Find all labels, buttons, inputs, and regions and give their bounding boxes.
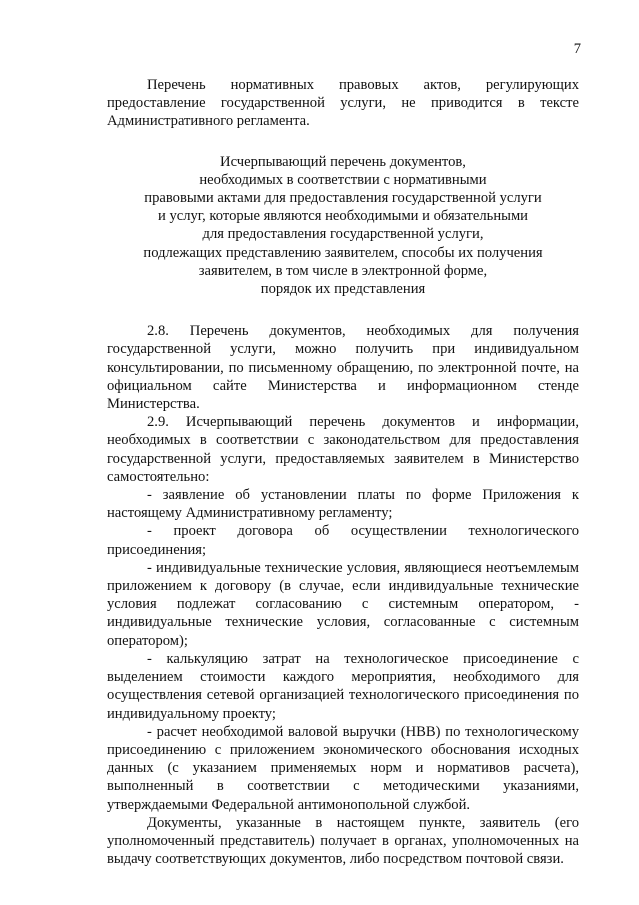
heading-line: для предоставления государственной услуги,	[202, 226, 484, 243]
heading-line: Исчерпывающий перечень документов,	[220, 153, 466, 170]
section-2-9-paragraph: 2.9. Исчерпывающий перечень документов и информации, необходимых в соответствии с законодательством для предоставления государственной услуги, предоставляемых заявителем в Министерство самостоятельно:	[107, 414, 579, 485]
list-item: - проект договора об осуществлении технологического присоединения;	[107, 523, 579, 558]
page-number: 7	[573, 41, 581, 57]
page-content	[107, 76, 579, 868]
intro-paragraph: Перечень нормативных правовых актов, регулирующих предоставление государственной услуги, не приводится в тексте Административного регламента.	[107, 77, 579, 130]
list-item: - расчет необходимой валовой выручки (НВВ) по технологическому присоединению с приложением экономического обоснования исходных данных (с указанием применяемых норм и нормативов расчета), выполненный в соответствии с методическими указаниями, утверждаемыми Федеральной антимонопольной службой.	[107, 723, 579, 813]
heading-line: подлежащих представлению заявителем, способы их получения	[143, 244, 543, 261]
closing-paragraph: Документы, указанные в настоящем пункте, заявитель (его уполномоченный представитель) получает в органах, уполномоченных на выдачу соответствующих документов, либо посредством почтовой связи.	[107, 814, 579, 868]
heading-line: заявителем, в том числе в электронной форме,	[198, 262, 488, 279]
heading-line: и услуг, которые являются необходимыми и обязательными	[157, 208, 528, 225]
section-2-8-paragraph: 2.8. Перечень документов, необходимых для получения государственной услуги, можно получить при индивидуальном консультировании, по письменному обращению, по электронной почте, на официальном сайте Министерства и информационном стенде Министерства.	[107, 323, 579, 413]
heading-line: необходимых в соответствии с нормативными	[199, 171, 487, 188]
section-heading	[107, 153, 579, 299]
heading-line: правовыми актами для предоставления государственной услуги	[144, 190, 542, 207]
list-item: - заявление об установлении платы по форме Приложения к настоящему Административному регламенту;	[107, 487, 579, 522]
list-item: - индивидуальные технические условия, являющиеся неотъемлемым приложением к договору (в случае, если индивидуальные технические условия подлежат согласованию с системным оператором, - индивидуальные технические условия, согласованные с системным оператором);	[107, 559, 579, 649]
list-item: - калькуляцию затрат на технологическое присоединение с выделением стоимости каждого мероприятия, необходимого для осуществления сетевой организацией технологического присоединения по индивидуальному проекту;	[107, 650, 579, 722]
heading-line: порядок их представления	[260, 281, 426, 298]
